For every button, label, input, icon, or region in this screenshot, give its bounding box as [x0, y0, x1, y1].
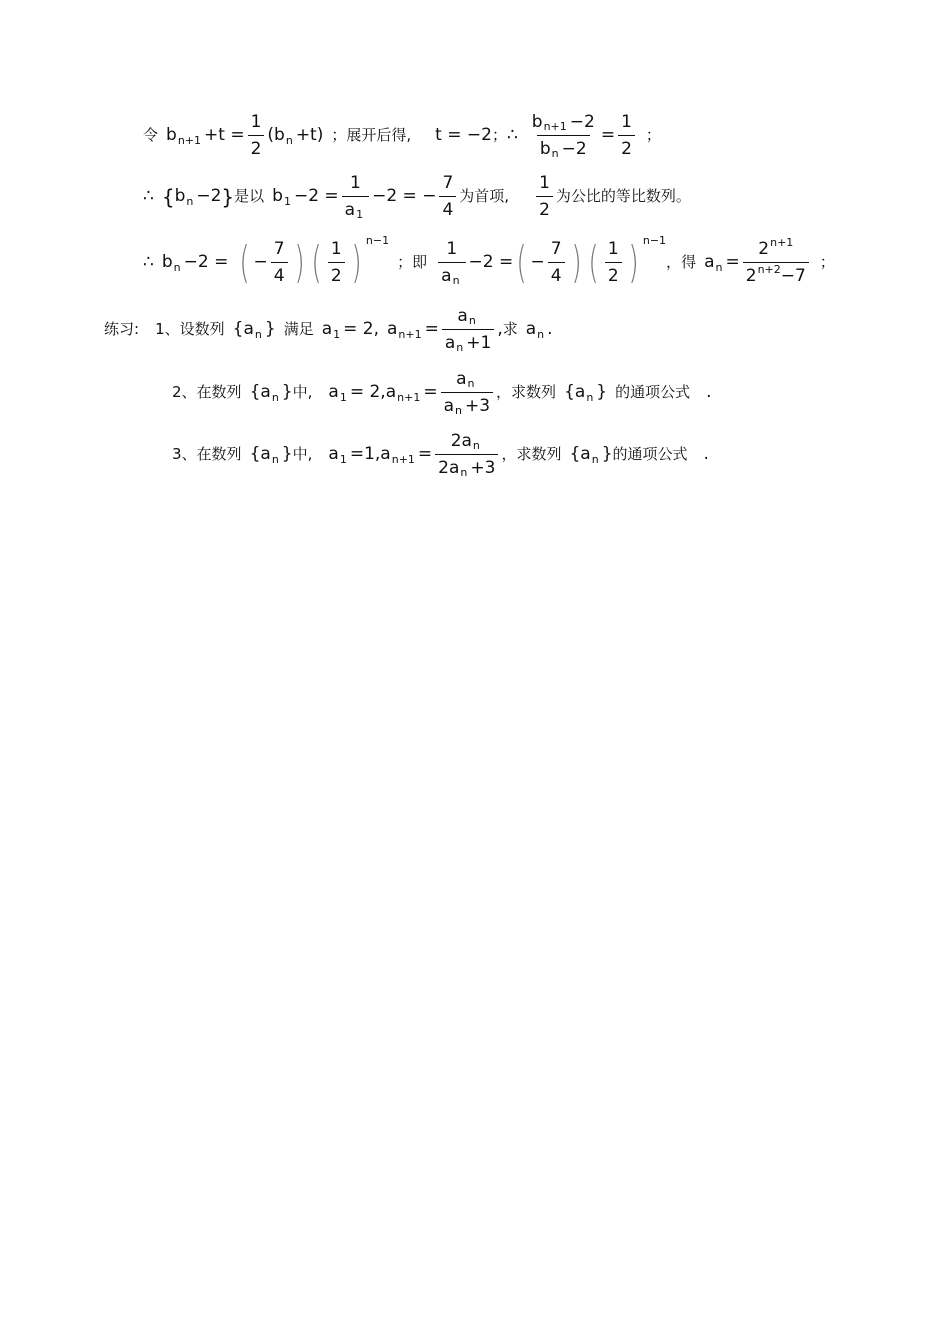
bn-open: (b: [267, 125, 285, 146]
fraction-recurrence: [441, 370, 493, 415]
semicolon: ；: [397, 253, 413, 272]
var-a: a: [525, 319, 537, 340]
var-a: a: [328, 444, 339, 465]
plus-t-close: +t): [295, 125, 324, 146]
equals-2: = 2,: [349, 382, 386, 403]
paren-open: (: [588, 236, 599, 288]
sub-n: n: [551, 146, 559, 160]
text-de: 得: [681, 253, 697, 272]
frac-denominator: [342, 196, 369, 220]
frac-denominator: 4: [548, 262, 565, 286]
brace-open: {: [564, 382, 575, 403]
sub-n: n: [452, 273, 460, 287]
var-a: a: [457, 306, 468, 326]
semicolon: ；: [491, 126, 507, 145]
brace-close: }: [221, 184, 235, 209]
paren-open: (: [239, 236, 251, 288]
var-a: a: [380, 444, 391, 465]
frac-numerator: 1: [607, 239, 619, 259]
text-zhong: 中,: [292, 383, 313, 402]
sub-n: n: [271, 453, 279, 467]
frac-denominator: 4: [439, 196, 456, 220]
equals-2: = 2,: [343, 319, 379, 340]
var-2a: 2a: [438, 457, 460, 478]
equals: =: [725, 252, 740, 273]
sub-1: 1: [283, 195, 291, 209]
sub-n: n: [460, 465, 468, 479]
frac-numerator: [453, 370, 480, 392]
exponent-n-minus-1: n−1: [642, 234, 667, 248]
frac-denominator: 4: [271, 262, 288, 286]
var-a: a: [456, 369, 467, 389]
frac-denominator: [743, 262, 809, 286]
exercise-number: 2、: [172, 383, 197, 402]
derivation-line-1: [143, 113, 661, 158]
exponent-n-plus-2: n+2: [757, 262, 781, 276]
sub-n: n: [254, 328, 262, 342]
fraction-seven-quarters: [548, 240, 565, 285]
var-a: a: [260, 444, 271, 465]
var-a: a: [444, 332, 456, 353]
sub-n: n: [586, 391, 594, 405]
frac-numerator: 1: [330, 239, 342, 259]
sub-n1: n+1: [391, 453, 415, 467]
var-a: a: [441, 265, 452, 286]
fraction-half: [536, 174, 553, 219]
fraction-one-over-an: [438, 240, 465, 285]
var-a: a: [344, 199, 356, 220]
therefore-symbol: ∴: [143, 186, 154, 207]
text-expand: 展开后得,: [346, 126, 412, 145]
fraction-half: [248, 113, 265, 158]
text-ling: 令: [143, 126, 159, 145]
exercise-text: 在数列: [196, 383, 242, 402]
var-b: b: [166, 125, 177, 146]
sub-n: n: [456, 340, 464, 354]
frac-denominator: [438, 262, 465, 286]
semicolon: ；: [645, 126, 661, 145]
frac-denominator: 2: [618, 135, 635, 159]
minus-2: −2: [196, 186, 222, 207]
text-tail: 的通项公式: [612, 445, 688, 464]
text-tail: 的通项公式: [615, 383, 691, 402]
var-b: b: [531, 112, 543, 132]
paren-open: (: [516, 236, 528, 288]
var-b: b: [539, 138, 551, 159]
minus-sign: −: [530, 252, 545, 273]
frac-denominator: [537, 135, 590, 159]
var-b: b: [174, 186, 186, 207]
frac-numerator: 1: [539, 173, 550, 193]
base-2: 2: [745, 265, 757, 286]
comma: ,: [497, 319, 503, 340]
paren-close: ): [351, 236, 362, 288]
var-a: a: [328, 382, 339, 403]
brace-open: {: [232, 319, 244, 340]
text-shiyi: 是以: [234, 187, 265, 206]
text-ji: 即: [412, 253, 428, 272]
minus-sign: −: [253, 252, 268, 273]
frac-numerator: 1: [621, 112, 632, 132]
sub-n: n: [591, 453, 599, 467]
var-b: b: [272, 186, 283, 207]
sub-1: 1: [339, 453, 347, 467]
comma: ，: [501, 445, 517, 464]
sub-n: n: [715, 261, 723, 275]
sub-n: n: [468, 314, 476, 328]
frac-numerator: [448, 432, 486, 454]
brace-close: }: [281, 382, 293, 403]
fraction-recurrence: [435, 432, 498, 477]
equals: =: [423, 382, 438, 403]
sub-n1: n+1: [543, 120, 567, 134]
base-2: 2: [758, 239, 770, 259]
plus-3: +3: [464, 395, 491, 416]
sub-n: n: [472, 439, 480, 453]
sub-n1: n+1: [398, 328, 422, 342]
minus-2-eq-neg: −2 = −: [372, 186, 437, 207]
frac-numerator: 1: [349, 173, 361, 193]
frac-denominator: [435, 454, 498, 478]
frac-numerator: 1: [250, 112, 262, 132]
exponent-n-plus-1: n+1: [770, 236, 794, 250]
sub-n: n: [467, 377, 475, 391]
plus-t-eq: +t =: [204, 125, 245, 146]
var-b: b: [161, 252, 173, 273]
frac-numerator: [755, 236, 796, 262]
brace-close: }: [596, 382, 608, 403]
sub-n: n: [537, 328, 545, 342]
period: .: [706, 382, 712, 403]
exercise-number: 3、: [172, 445, 197, 464]
fraction-half: [605, 240, 622, 285]
var-a: a: [574, 382, 586, 403]
sub-n: n: [454, 403, 462, 417]
frac-numerator: 7: [550, 239, 562, 259]
minus-2-eq: −2 =: [183, 252, 229, 273]
brace-close: }: [601, 444, 613, 465]
paren-close: ): [294, 236, 305, 288]
text-manzu: 满足: [283, 320, 314, 339]
plus-3: +3: [470, 457, 496, 478]
fraction-seven-quarters: [439, 174, 456, 219]
sub-1: 1: [339, 391, 347, 405]
t-value: t = −2: [435, 125, 492, 146]
text-qiu: 求数列: [516, 445, 562, 464]
brace-open: {: [249, 444, 261, 465]
fraction-recurrence: [442, 307, 494, 352]
fraction-one-over-a1: [342, 174, 369, 219]
minus-2: −2: [569, 112, 595, 132]
derivation-line-2: [143, 174, 691, 219]
fraction-ratio: [529, 113, 598, 158]
therefore-symbol: ∴: [143, 252, 154, 273]
var-a: a: [385, 382, 397, 403]
sub-1: 1: [333, 328, 341, 342]
brace-close: }: [264, 319, 276, 340]
fraction-half: [328, 240, 345, 285]
equals-1: =1,: [349, 444, 381, 465]
fraction-an-result: [743, 236, 809, 286]
var-2a: 2a: [450, 431, 472, 451]
therefore-symbol: ∴: [506, 125, 518, 146]
var-a: a: [443, 395, 454, 416]
equals: =: [417, 444, 433, 465]
derivation-line-3: [143, 234, 835, 288]
brace-open: {: [569, 444, 581, 465]
text-qiu: 求数列: [511, 383, 557, 402]
semicolon: ；: [819, 253, 835, 272]
text-qiu: 求: [502, 320, 518, 339]
var-a: a: [260, 382, 271, 403]
exercise-2: [172, 370, 712, 415]
sub-n: n: [173, 261, 181, 275]
sub-n: n: [271, 391, 279, 405]
var-a: a: [580, 444, 591, 465]
text-shouxiang: 为首项,: [459, 187, 510, 206]
paren-close: ): [628, 236, 639, 288]
period: .: [547, 319, 553, 340]
exercise-number: 1、: [155, 320, 180, 339]
sub-n: n: [285, 134, 293, 148]
frac-denominator: 2: [605, 262, 622, 286]
minus-2-eq: −2 =: [468, 252, 514, 273]
minus-2-eq: −2 =: [293, 186, 339, 207]
var-a: a: [321, 319, 333, 340]
period: .: [703, 444, 709, 465]
sub-1: 1: [356, 207, 364, 221]
frac-numerator: 1: [446, 239, 458, 259]
frac-numerator: 7: [442, 173, 454, 193]
exercise-1: [104, 307, 553, 352]
semicolon: ；: [331, 126, 347, 145]
fraction-half: [618, 113, 635, 158]
exponent-n-minus-1: n−1: [365, 234, 390, 248]
comma: ，: [666, 253, 682, 272]
comma: ，: [496, 383, 512, 402]
exercise-3: [172, 432, 709, 477]
frac-denominator: 2: [536, 196, 553, 220]
frac-denominator: [442, 329, 494, 353]
brace-open: {: [161, 184, 175, 209]
exercise-text: 设数列: [179, 320, 225, 339]
frac-denominator: 2: [248, 135, 265, 159]
minus-7: −7: [780, 265, 806, 286]
text-zhong: 中,: [292, 445, 313, 464]
frac-denominator: 2: [328, 262, 345, 286]
exercise-label: 练习:: [104, 320, 140, 339]
equals: =: [600, 125, 616, 146]
fraction-seven-quarters: [271, 240, 288, 285]
minus-2: −2: [561, 138, 587, 159]
var-a: a: [387, 319, 398, 340]
exercise-text: 在数列: [196, 445, 242, 464]
frac-numerator: [454, 307, 481, 329]
plus-1: +1: [466, 332, 492, 353]
equals: =: [424, 319, 439, 340]
var-a: a: [704, 252, 715, 273]
sub-n1: n+1: [177, 134, 201, 148]
brace-close: }: [281, 444, 293, 465]
frac-numerator: 7: [273, 239, 285, 259]
frac-denominator: [441, 392, 493, 416]
frac-numerator: [529, 113, 598, 135]
sub-n1: n+1: [397, 391, 421, 405]
sub-n: n: [186, 195, 194, 209]
text-gongbi: 为公比的等比数列。: [555, 187, 691, 206]
paren-close: ): [570, 236, 582, 288]
brace-open: {: [249, 382, 261, 403]
var-a: a: [243, 319, 254, 340]
paren-open: (: [311, 236, 322, 288]
